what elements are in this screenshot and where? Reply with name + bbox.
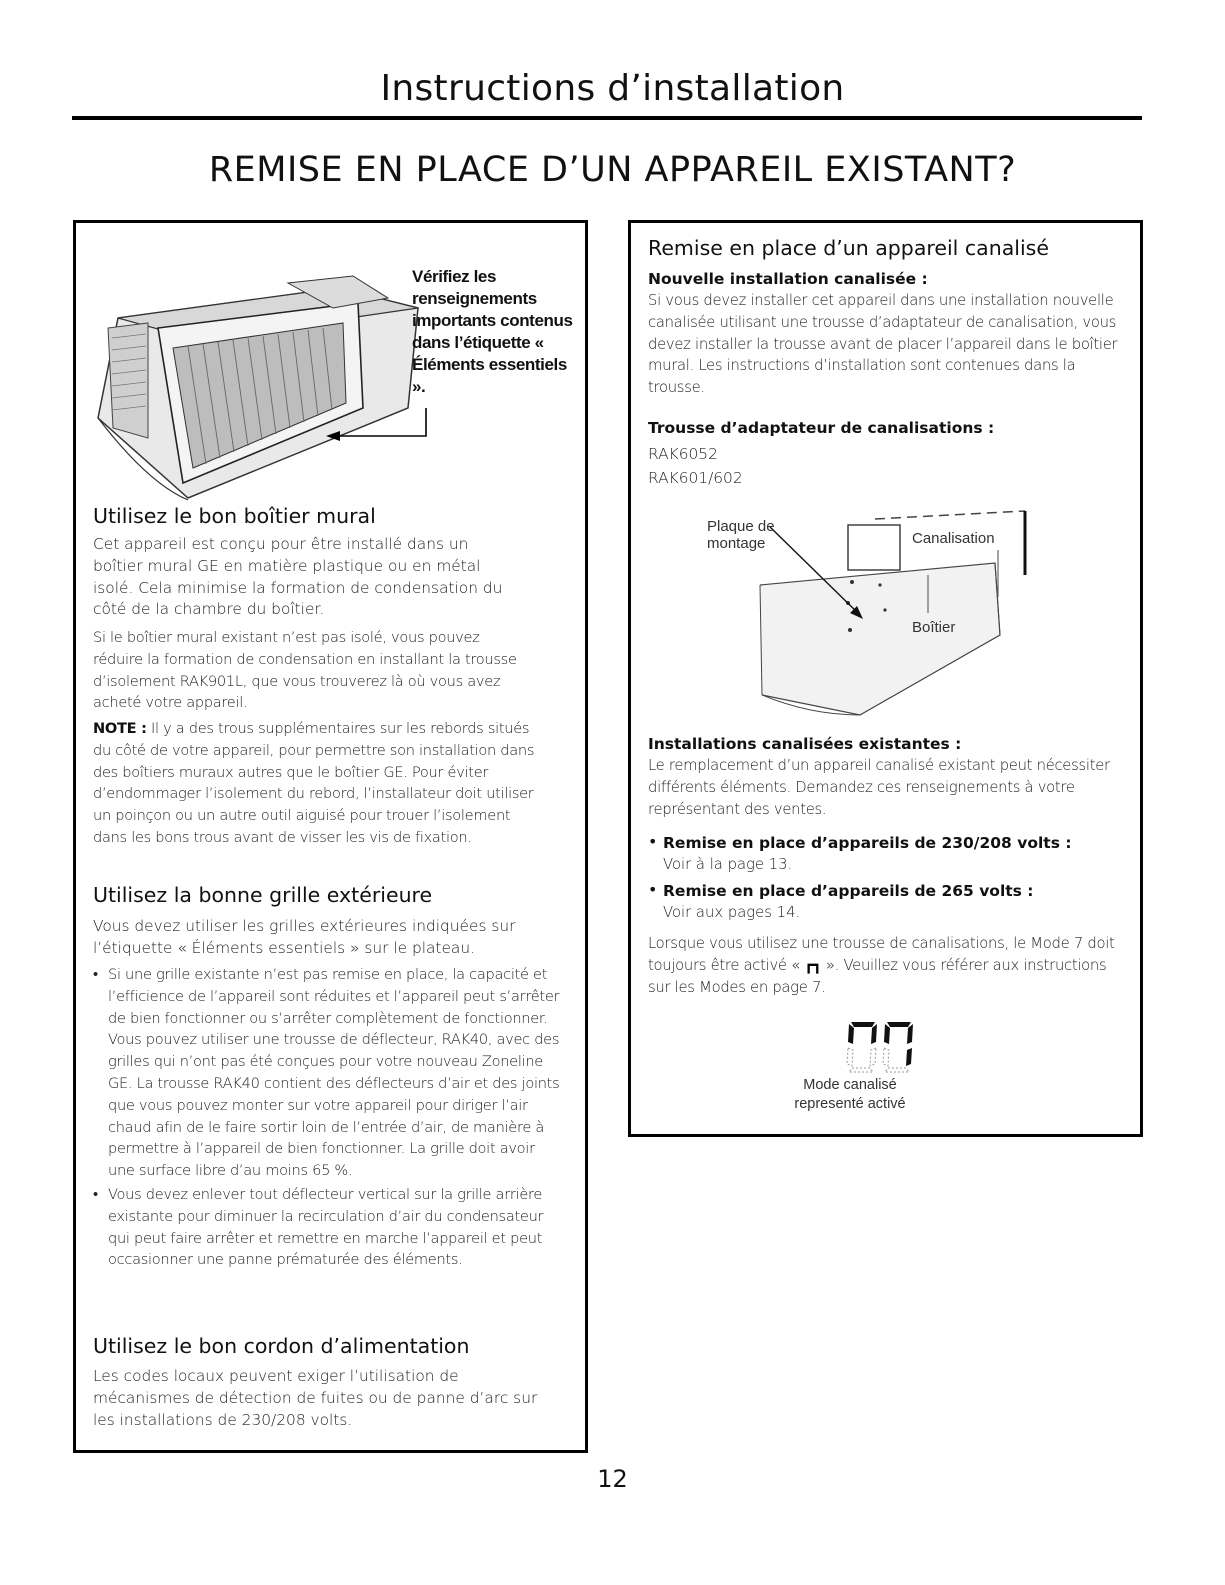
new-install-label: Nouvelle installation canalisée : [648, 270, 928, 288]
essential-label-callout: Vérifiez les renseignements importants contenus dans l’étiquette « Éléments essentiels ». [412, 267, 573, 396]
label-mounting-plate [707, 518, 775, 552]
section-heading-grille: Utilisez la bonne grille extérieure [93, 883, 433, 907]
grille-bullet-list [93, 964, 563, 1273]
header-divider [72, 116, 1142, 120]
bullet-230-208 [648, 832, 1118, 876]
display-caption-line2: representé activé [794, 1096, 906, 1112]
section-heading-power-cord: Utilisez le bon cordon d’alimentation [93, 1334, 470, 1358]
grille-bullet-1: • Si une grille existante n’est pas remise en place, la capacité et l’efficience de l’appareil sont réduites et l’appareil peut s’arrêter de bien fonctionner ou s’arrêter complètement de fonctionner. Vous pouvez utiliser une trousse de déflecteur, RAK40, avec des grilles qui n’ont pas été conçues pour votre nouveau Zoneline GE. La trousse RAK40 contient des déflecteurs d’air et des joints que vous pouvez monter sur votre appareil pour diriger l’air chaud afin de le faire sortir loin de l’entrée d’air, de manière à permettre à l’appareil de bien fonctionner. La grille doit avoir une surface libre d’au moins 65 %. [93, 964, 563, 1182]
mode-text-part2: ». Veuillez vous référer aux instructions sur les Modes en page 7. [648, 956, 1107, 996]
wall-case-paragraph-2: Si le boîtier mural existant n’est pas isolé, vous pouvez réduire la formation de condensation en installant la trousse d’isolement RAK901L, que vous trouverez là où vous avez acheté votre appareil. [93, 629, 517, 712]
page-number: 12 [597, 1465, 628, 1493]
section-heading-wall-case: Utilisez le bon boîtier mural [93, 504, 376, 528]
ac-unit-illustration [88, 268, 433, 508]
mode-text-part1: Lorsque vous utilisez une trousse de canalisations, le Mode 7 doit toujours être activé « [648, 935, 1115, 974]
page-title: REMISE EN PLACE D’UN APPAREIL EXISTANT? [208, 150, 1017, 190]
existing-install-text: Le remplacement d’un appareil canalisé existant peut nécessiter différents éléments. Demandez ces renseignements à votre représentant des ventes. [648, 757, 1110, 818]
section-heading-ducted: Remise en place d’un appareil canalisé [648, 236, 1049, 260]
mode-symbol: ┏┓ [804, 956, 822, 974]
note-label: NOTE : [93, 720, 147, 737]
bullet-265-text: Voir aux pages 14. [663, 903, 801, 921]
seven-segment-display [845, 1018, 917, 1074]
label-wall-case: Boîtier [912, 619, 956, 636]
bullet-230-208-text: Voir à la page 13. [663, 856, 793, 873]
header-title: Instructions d’installation [380, 68, 845, 109]
kit-number-1: RAK6052 [648, 445, 718, 463]
label-mounting-plate-line1: Plaque de [707, 518, 775, 535]
ducted-replacement-list [648, 832, 1118, 926]
label-duct: Canalisation [912, 530, 995, 547]
kit-number-2: RAK601/602 [648, 469, 743, 487]
mode-instructions [648, 933, 1123, 998]
note-text: Il y a des trous supplémentaires sur les rebords situés du côté de votre appareil, pour permettre son installation dans des boîtiers muraux autres que le boîtier GE. Pour éviter d’endommager l’isolement du rebord, l’installateur doit utiliser un poinçon ou un autre outil aiguisé pour trouer l’isolement dans les bons trous avant de visser les vis de fixation. [93, 720, 535, 846]
wall-case-paragraph-1: Cet appareil est conçu pour être installé dans un boîtier mural GE en matière plastique ou en métal isolé. Cela minimise la formation de condensation du côté de la chambre du boîtier. [93, 535, 503, 619]
bullet-230-208-label: • Remise en place d’appareils de 230/208 volts : [663, 834, 1072, 852]
grille-bullet-2: • Vous devez enlever tout déflecteur vertical sur la grille arrière existante pour diminuer la recirculation d’air du condensateur qui peut faire arrêter et remettre en marche l’appareil et peut occasionner une panne prématurée des éléments. [93, 1184, 563, 1271]
power-cord-paragraph: Les codes locaux peuvent exiger l’utilisation de mécanismes de détection de fuites ou de panne d’arc sur les installations de 230/208 volts. [93, 1367, 538, 1429]
display-caption [780, 1076, 920, 1114]
bullet-265 [648, 880, 1118, 924]
new-install-text: Si vous devez installer cet appareil dans une installation nouvelle canalisée utilisant une trousse d’adaptateur de canalisation, vous devez installer la trousse avant de placer l’appareil dans le boîtier mural. Les instructions d’installation sont contenues dans la trousse. [648, 292, 1118, 397]
kit-label: Trousse d’adaptateur de canalisations : [648, 419, 995, 437]
grille-paragraph: Vous devez utiliser les grilles extérieures indiquées sur l’étiquette « Éléments essentiels » sur le plateau. [93, 917, 516, 957]
label-mounting-plate-line2: montage [707, 535, 766, 552]
display-caption-line1: Mode canalisé [803, 1077, 897, 1093]
wall-case-note [93, 718, 548, 849]
existing-install-label: Installations canalisées existantes : [648, 735, 962, 753]
bullet-265-label: • Remise en place d’appareils de 265 volts : [663, 881, 1034, 900]
